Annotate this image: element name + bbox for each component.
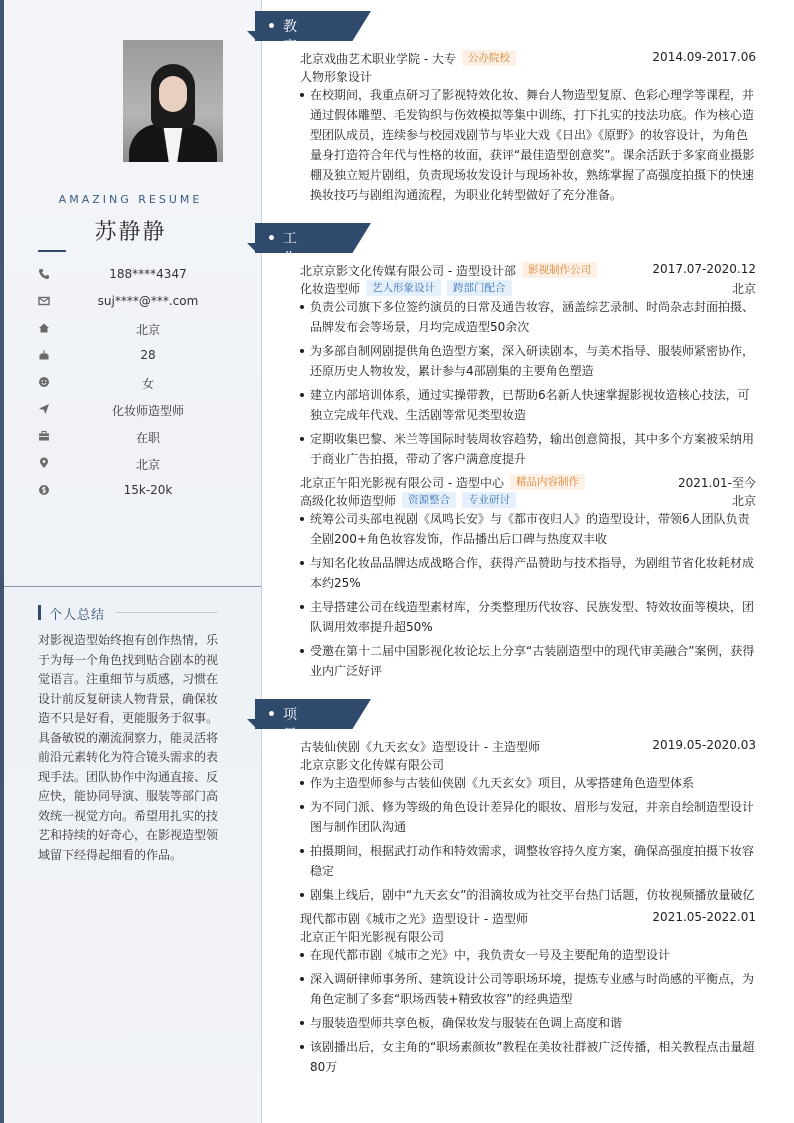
info-gender — [38, 373, 238, 393]
list-item: 为不同门派、修为等级的角色设计差异化的眼妆、眉形与发冠，并亲自绘制造型设计图与制作团队沟通 — [300, 797, 756, 837]
list-item: 拍摄期间，根据武打动作和特效需求，调整妆容持久度方案，确保高强度拍摄下妆容稳定 — [300, 841, 756, 881]
list-item: 主导搭建公司在线造型素材库，分类整理历代妆容、民族发型、特效妆面等模块，团队调用效率提升超50% — [300, 597, 756, 637]
list-item: 为多部自制网剧提供角色造型方案，深入研读剧本，与美术指导、服装师紧密协作，还原历史人物妆发，累计参与4部剧集的主要角色塑造 — [300, 341, 756, 381]
education-title: 教育经历 — [283, 19, 298, 95]
job-value: 化妆师造型师 — [111, 404, 184, 418]
education-major: 人物形象设计 — [300, 70, 373, 84]
job-1-bullets — [300, 297, 756, 473]
job-1-tag-1: 艺人形象设计 — [366, 280, 441, 296]
info-job — [38, 400, 238, 420]
job-2-company: 北京正午阳光影视有限公司 - 造型中心 — [300, 476, 504, 490]
job-2-company-row — [300, 474, 756, 492]
project-1-company-row — [300, 756, 756, 774]
project-2-bullets — [300, 945, 756, 1081]
gender-value: 女 — [141, 377, 154, 391]
send-icon — [38, 403, 50, 415]
project-2-company-row — [300, 928, 756, 946]
project-2-name-row — [300, 910, 756, 928]
candidate-name: 苏静静 — [94, 220, 167, 245]
list-item: 在校期间，我重点研习了影视特效化妆、舞台人物造型复原、色彩心理学等课程，并通过假体雕塑、毛发钩织与伤效模拟等集中训练，打下扎实的技法功底。作为核心造型团队成员，连续参与校园戏剧节与毕业大戏《日出》《原野》的妆容设计，为角色量身打造符合年代与性格的妆面，获评“最佳造型创意奖”。课余活跃于多家商业摄影棚及独立短片剧组，负责现场妆发设计与现场补妆，熟练掌握了高强度拍摄下的快速换妆技巧与剧组沟通流程，为职业化转型做好了充分准备。 — [300, 85, 756, 205]
sidebar-divider — [4, 586, 261, 587]
email-value: suj****@***.com — [97, 294, 199, 308]
sidebar — [0, 0, 262, 1123]
summary-heading — [38, 604, 218, 622]
list-item: 深入调研律师事务所、建筑设计公司等职场环境，提炼专业感与时尚感的平衡点，为角色定制了多套“职场西装+精致妆容”的经典造型 — [300, 969, 756, 1009]
job-1-company-row — [300, 262, 756, 280]
list-item: 与知名化妆品品牌达成战略合作，获得产品赞助与技术指导，为剧组节省化妆耗材成本约25% — [300, 553, 756, 593]
sidebar-edge-bar — [0, 0, 4, 1123]
name-underline — [38, 250, 66, 252]
projects-title: 项目经历 — [283, 707, 298, 783]
education-bullets — [300, 85, 756, 209]
job-1-company: 北京京影文化传媒有限公司 - 造型设计部 — [300, 264, 516, 278]
location-value: 北京 — [135, 458, 160, 472]
salary-value: 15k-20k — [123, 483, 173, 497]
work-title: 工作经历 — [283, 231, 298, 307]
education-major-row — [300, 68, 756, 86]
home-value: 北京 — [135, 323, 160, 337]
project-2-date: 2021.05-2022.01 — [652, 910, 756, 924]
age-value: 28 — [140, 348, 156, 362]
job-1-role: 化妆造型师 — [300, 282, 361, 296]
job-2-company-tag: 精品内容制作 — [510, 474, 585, 490]
school-tag: 公办院校 — [462, 50, 516, 66]
briefcase-icon — [38, 430, 50, 442]
job-1-company-tag: 影视制作公司 — [522, 262, 597, 278]
job-2-tag-1: 资源整合 — [402, 492, 456, 508]
info-status — [38, 427, 238, 447]
school-name: 北京戏曲艺术职业学院 - 大专 — [300, 52, 456, 66]
info-age — [38, 346, 238, 366]
info-phone — [38, 265, 238, 285]
summary-title: 个人总结 — [49, 608, 106, 623]
phone-icon — [38, 268, 50, 280]
project-1-bullets — [300, 773, 756, 909]
cake-icon — [38, 349, 50, 361]
project-1-date: 2019.05-2020.03 — [652, 738, 756, 752]
list-item: 负责公司旗下多位签约演员的日常及通告妆容，涵盖综艺录制、时尚杂志封面拍摄、品牌发布会等场景，月均完成造型50余次 — [300, 297, 756, 337]
banner-text: AMAZING RESUME — [58, 193, 203, 206]
job-1-date: 2017.07-2020.12 — [652, 262, 756, 276]
profile-photo — [123, 40, 223, 162]
info-location — [38, 454, 238, 474]
list-item: 作为主造型师参与古装仙侠剧《九天玄女》项目，从零搭建角色造型体系 — [300, 773, 756, 793]
home-icon — [38, 322, 50, 334]
job-1-role-row — [300, 280, 756, 298]
project-1-name: 古装仙侠剧《九天玄女》造型设计 - 主造型师 — [300, 740, 540, 754]
job-2-date: 2021.01-至今 — [678, 476, 756, 490]
education-school-row — [300, 50, 756, 68]
project-1-name-row — [300, 738, 756, 756]
info-salary — [38, 481, 238, 501]
job-1-city: 北京 — [731, 282, 756, 296]
education-date: 2014.09-2017.06 — [652, 50, 756, 64]
list-item: 该剧播出后，女主角的“职场素颜妆”教程在美妆社群被广泛传播，相关教程点击量超80万 — [300, 1037, 756, 1077]
project-2-company: 北京正午阳光影视有限公司 — [300, 930, 445, 944]
list-item: 在现代都市剧《城市之光》中，我负责女一号及主要配角的造型设计 — [300, 945, 756, 965]
job-1-tag-2: 跨部门配合 — [447, 280, 512, 296]
list-item: 剧集上线后，剧中“九天玄女”的泪滴妆成为社交平台热门话题，仿妆视频播放量破亿 — [300, 885, 756, 905]
info-home — [38, 319, 238, 339]
list-item: 与服装造型师共享色板，确保妆发与服装在色调上高度和谐 — [300, 1013, 756, 1033]
face-icon — [38, 376, 50, 388]
list-item: 统筹公司头部电视剧《凤鸣长安》与《都市夜归人》的造型设计，带领6人团队负责全剧200+角色妆容发饰，作品播出后口碑与热度双丰收 — [300, 509, 756, 549]
summary-text: 对影视造型始终抱有创作热情，乐于为每一个角色找到贴合剧本的视觉语言。注重细节与质感，习惯在设计前反复研读人物背景，确保妆造不只是好看，更能服务于叙事。具备敏锐的潮流洞察力，能灵活将前沿元素转化为符合镜头需求的表现手法。团队协作中沟通直接、反应快，能协同导演、服装等部门高效统一视觉方向。希望用扎实的技艺和持续的好奇心，在影视造型领域留下经得起细看的作品。 — [38, 633, 219, 862]
job-2-bullets — [300, 509, 756, 685]
location-pin-icon — [38, 457, 50, 469]
job-2-role-row — [300, 492, 756, 510]
info-email — [38, 292, 238, 312]
coin-icon — [38, 484, 50, 496]
project-2-name: 现代都市剧《城市之光》造型设计 - 造型师 — [300, 912, 528, 926]
list-item: 定期收集巴黎、米兰等国际时装周妆容趋势，输出创意简报，其中多个方案被采纳用于商业广告拍摄，带动了客户满意度提升 — [300, 429, 756, 469]
email-icon — [38, 295, 50, 307]
job-2-city: 北京 — [731, 494, 756, 508]
list-item: 受邀在第十二届中国影视化妆论坛上分享“古装剧造型中的现代审美融合”案例，获得业内广泛好评 — [300, 641, 756, 681]
job-2-tag-2: 专业研讨 — [462, 492, 516, 508]
project-1-company: 北京京影文化传媒有限公司 — [300, 758, 445, 772]
list-item: 建立内部培训体系，通过实操带教，已帮助6名新人快速掌握影视妆造核心技法，可独立完成年代戏、生活剧等常见类型妆造 — [300, 385, 756, 425]
phone-value: 188****4347 — [109, 267, 187, 281]
job-2-role: 高级化妆师造型师 — [300, 494, 397, 508]
status-value: 在职 — [135, 431, 160, 445]
